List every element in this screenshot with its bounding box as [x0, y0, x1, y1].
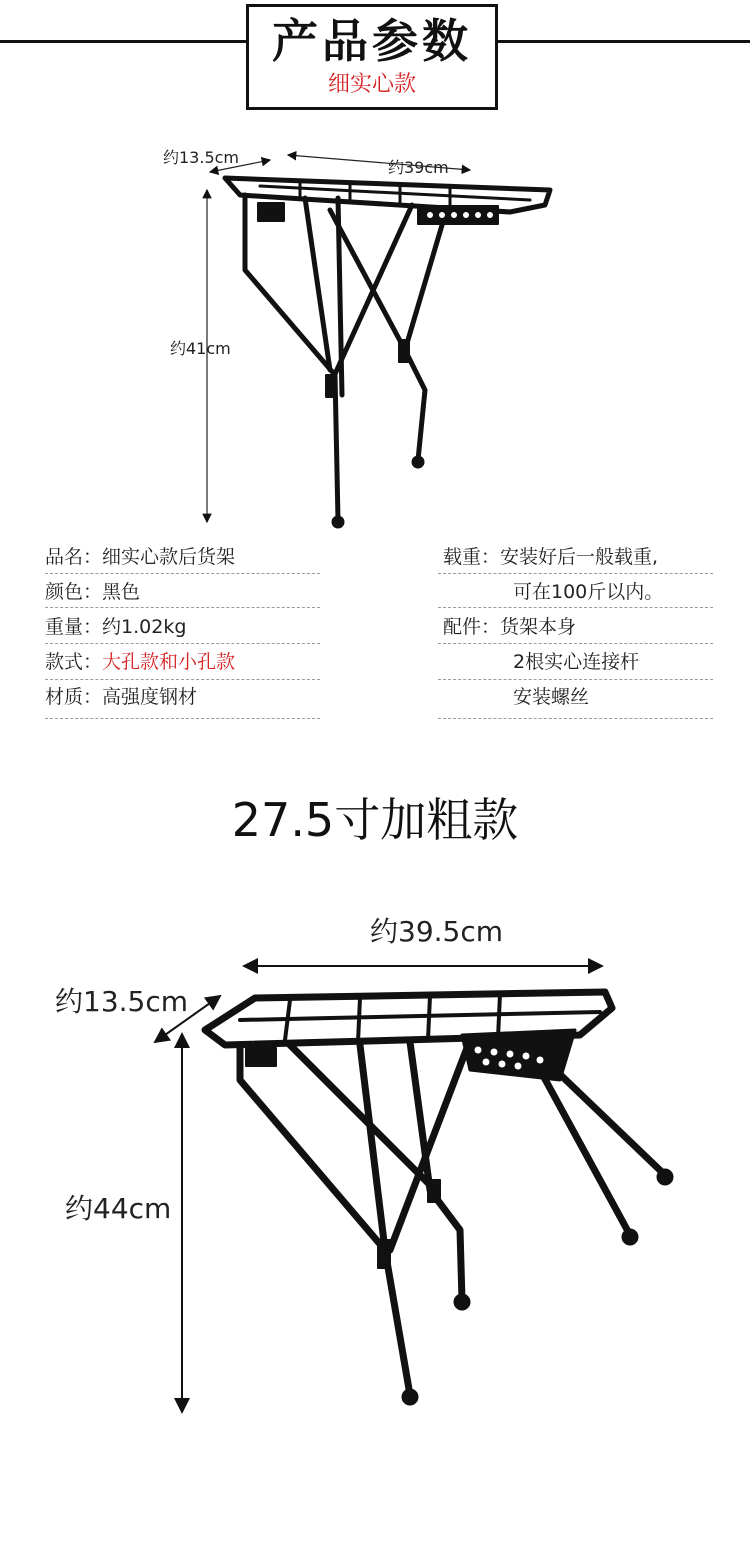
row-divider	[45, 643, 320, 644]
rack1-drawing	[225, 178, 550, 526]
row-divider	[438, 718, 713, 719]
row-divider	[45, 679, 320, 680]
row-divider	[438, 573, 713, 574]
row-divider	[45, 607, 320, 608]
section-title: 27.5寸加粗款	[231, 793, 519, 847]
rack2-depth-label: 约13.5cm	[55, 985, 189, 1018]
spec-row: 2根实心连接杆	[513, 651, 640, 673]
spec-row: 颜色：黑色	[45, 581, 141, 603]
rack2-length-label: 约39.5cm	[370, 915, 504, 948]
row-divider	[438, 607, 713, 608]
spec-row: 品名：细实心款后货架	[45, 546, 236, 568]
rack1-length-label: 约39cm	[388, 158, 449, 177]
rack2-height-label: 约44cm	[65, 1192, 172, 1225]
spec-row-highlight: 款式：大孔款和小孔款	[45, 651, 236, 673]
spec-row: 可在100斤以内。	[513, 581, 664, 603]
rack1-height-label: 约41cm	[170, 339, 231, 358]
rack2-drawing	[205, 992, 670, 1402]
row-divider	[45, 573, 320, 574]
rack1-depth-label: 约13.5cm	[163, 148, 240, 167]
spec-row: 材质：高强度钢材	[45, 686, 198, 708]
row-divider	[438, 679, 713, 680]
spec-row: 重量：约1.02kg	[45, 616, 187, 638]
spec-row: 载重：安装好后一般载重,	[443, 546, 659, 568]
spec-row: 安装螺丝	[513, 686, 590, 708]
page-title: 产品参数	[272, 14, 472, 68]
row-divider	[45, 718, 320, 719]
row-divider	[438, 643, 713, 644]
page-subtitle: 细实心款	[327, 72, 416, 97]
spec-row: 配件：货架本身	[443, 616, 577, 638]
